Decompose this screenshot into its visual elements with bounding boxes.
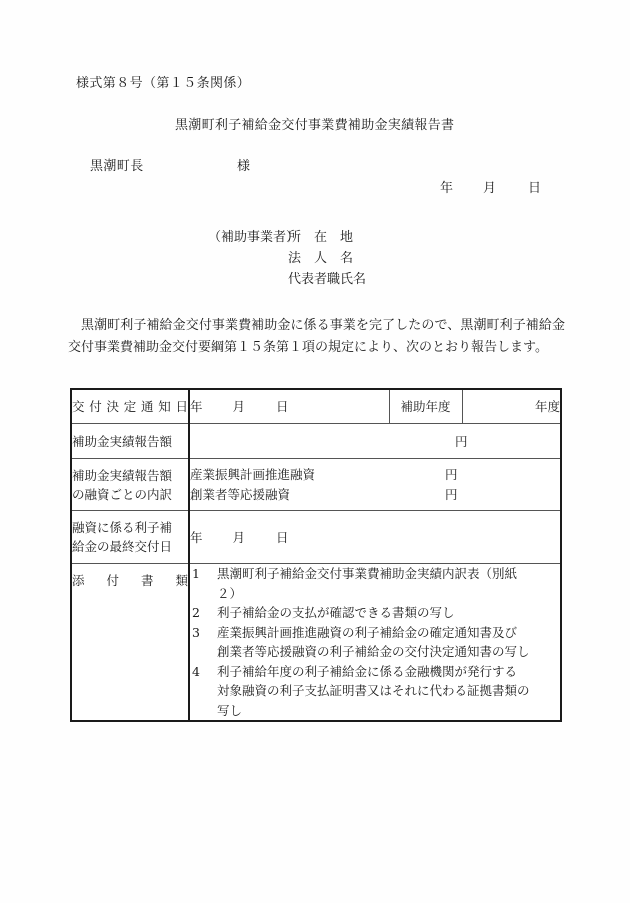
decision-date-label: 交付決定通知日 (72, 399, 188, 414)
table-row-decision-date (71, 389, 561, 424)
attachment-item-2 (190, 603, 560, 623)
attachment-item-1-line1: 黒潮町利子補給金交付事業費補助金実績内訳表（別紙 (217, 566, 518, 581)
decision-date-label-cell (71, 389, 189, 424)
final-payment-year: 年 (190, 529, 203, 545)
breakdown-item-2 (190, 485, 560, 505)
report-amount-yen-wrap (190, 428, 560, 455)
breakdown-item-1-unit: 円 (445, 466, 458, 482)
final-payment-day: 日 (276, 529, 289, 545)
breakdown-item-1-name: 産業振興計画推進融資 (190, 466, 316, 482)
fiscal-year-label-cell (389, 389, 462, 424)
body-paragraph: 黒潮町利子補給金交付事業費補助金に係る事業を完了したので、黒潮町利子補給金交付事業費補助金交付要綱第１５条第１項の規定により、次のとおり報告します。 (68, 318, 565, 355)
attachment-item-3-number: 3 (192, 624, 200, 640)
attachment-item-4-line3: 写し (217, 702, 243, 718)
report-amount-value-cell[interactable] (189, 424, 561, 459)
breakdown-value-cell[interactable] (189, 459, 561, 511)
decision-date-value-cell[interactable] (189, 389, 389, 424)
applicant-corporation-label: 法 人 名 (288, 251, 354, 266)
decision-date-day: 日 (276, 399, 289, 414)
date-year-label: 年 (440, 181, 454, 196)
addressee-name: 黒潮町長 (90, 159, 144, 174)
report-form-table (70, 388, 562, 722)
fiscal-year-label: 補助年度 (400, 399, 451, 414)
attachments-list-cell (189, 564, 561, 722)
table-row-attachments (71, 564, 561, 722)
breakdown-item-2-name: 創業者等応援融資 (190, 486, 291, 502)
table-row-final-payment-date (71, 511, 561, 564)
attachment-item-4-line2: 対象融資の利子支払証明書又はそれに代わる証拠書類の (217, 683, 530, 698)
attachment-item-4 (190, 662, 560, 721)
attachment-item-2-line1: 利子補給金の支払が確認できる書類の写し (217, 605, 455, 620)
breakdown-item-1 (190, 465, 560, 485)
attachment-item-1 (190, 564, 560, 603)
applicant-address-row (208, 227, 380, 248)
breakdown-label-line1: 補助金実績報告額 (72, 467, 173, 483)
attachment-item-1-number: 1 (192, 566, 200, 581)
attachment-item-3 (190, 623, 560, 662)
applicant-corp-row (208, 248, 380, 269)
date-month-label: 月 (483, 181, 497, 196)
breakdown-label-line2: の融資ごとの内訳 (72, 486, 173, 502)
final-payment-label-line2: 給金の最終交付日 (72, 539, 173, 554)
applicant-lead-label: （補助事業者） (208, 230, 300, 245)
submission-date-line (440, 177, 541, 196)
decision-date-month: 月 (232, 399, 246, 414)
attachment-item-2-number: 2 (192, 605, 200, 620)
final-payment-label-line1: 融資に係る利子補 (72, 520, 173, 535)
fiscal-year-unit: 年度 (534, 399, 560, 414)
applicant-block (208, 227, 380, 290)
breakdown-item-2-unit: 円 (445, 486, 458, 502)
report-amount-unit: 円 (455, 433, 468, 449)
final-payment-date-cell[interactable] (189, 511, 561, 564)
attachment-item-1-line2: ２） (217, 585, 243, 601)
table-row-breakdown (71, 459, 561, 511)
applicant-rep-row (208, 269, 380, 290)
report-amount-label: 補助金実績報告額 (72, 433, 173, 449)
applicant-representative-label: 代表者職氏名 (288, 272, 367, 287)
breakdown-label-cell (71, 459, 189, 511)
document-title: 黒潮町利子補給金交付事業費補助金実績報告書 (175, 118, 455, 133)
applicant-address-label: 所 在 地 (288, 230, 354, 245)
addressee-honorific: 様 (237, 159, 251, 174)
attachment-item-4-line1: 利子補給年度の利子補給金に係る金融機関が発行する (217, 663, 518, 679)
attachment-item-4-number: 4 (192, 663, 200, 679)
attachments-label: 添付書類 (72, 573, 188, 588)
attachment-item-3-line1: 産業振興計画推進融資の利子補給金の確定通知書及び (217, 624, 518, 640)
final-payment-month: 月 (232, 529, 246, 545)
attachment-item-3-line2: 創業者等応援融資の利子補給金の交付決定通知書の写し (217, 644, 530, 659)
attachments-label-cell (71, 564, 189, 722)
final-payment-label-cell (71, 511, 189, 564)
table-row-report-amount (71, 424, 561, 459)
decision-date-year: 年 (190, 399, 203, 414)
date-day-label: 日 (528, 181, 542, 196)
form-code: 様式第８号（第１５条関係） (76, 76, 251, 91)
fiscal-year-value-cell[interactable] (462, 389, 561, 424)
report-amount-label-cell (71, 424, 189, 459)
